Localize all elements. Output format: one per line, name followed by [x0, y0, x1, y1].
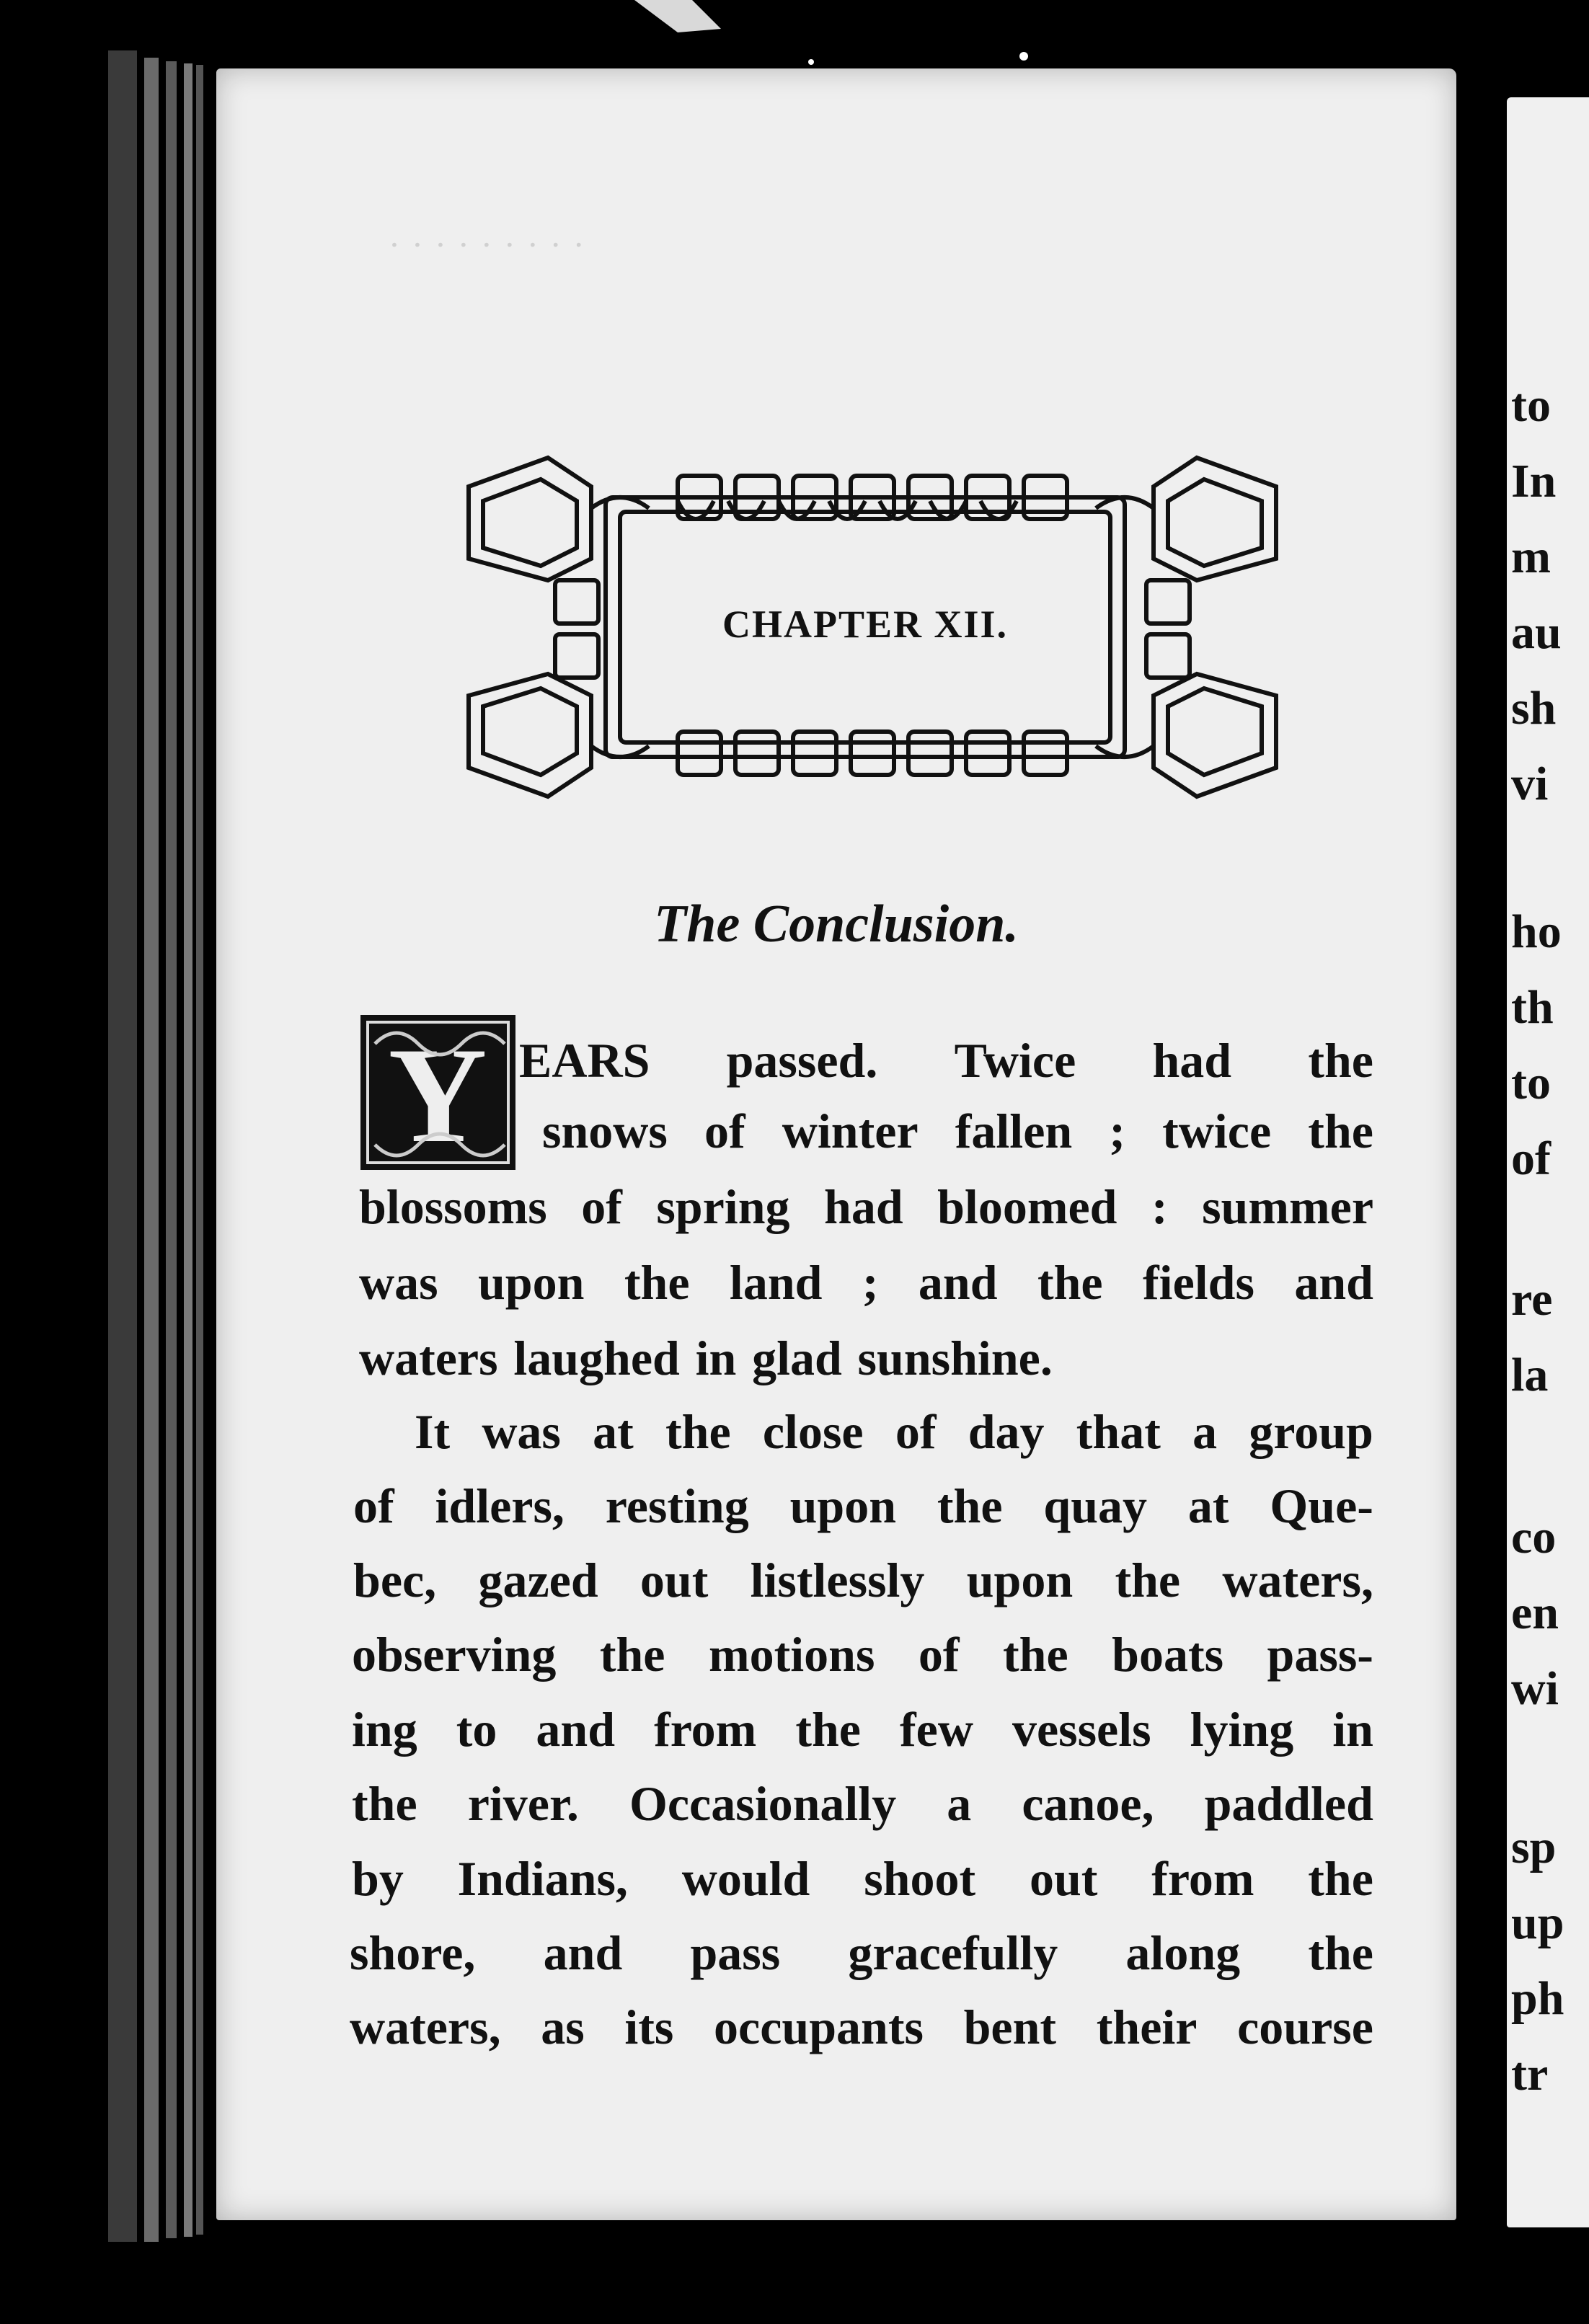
word: Twice — [954, 1033, 1076, 1088]
word: at — [1187, 1478, 1229, 1533]
word: gazed — [478, 1553, 598, 1607]
word: day — [968, 1404, 1045, 1459]
word: snows — [542, 1104, 668, 1158]
word: of — [704, 1104, 745, 1158]
word: upon — [966, 1553, 1074, 1607]
word: the — [1308, 1033, 1373, 1088]
section-title: The Conclusion. — [654, 895, 1019, 954]
word: vessels — [1012, 1702, 1151, 1757]
word: that — [1076, 1404, 1161, 1459]
word: in — [1332, 1702, 1373, 1757]
word: blossoms — [359, 1179, 547, 1234]
text-line — [353, 1478, 1373, 1535]
word: Que- — [1270, 1478, 1373, 1533]
facing-page-fragment: wi — [1511, 1662, 1559, 1715]
word: the — [1308, 1851, 1373, 1906]
word: spring — [656, 1179, 790, 1234]
facing-page-fragment: m — [1511, 531, 1551, 583]
word: the — [795, 1702, 861, 1757]
word: paddled — [1204, 1776, 1373, 1831]
text-line — [350, 1999, 1373, 2056]
word: bent — [963, 2000, 1057, 2054]
word: would — [681, 1851, 810, 1906]
word: shore, — [350, 1925, 476, 1980]
text-line — [542, 1103, 1373, 1160]
facing-page-fragment: ph — [1511, 1972, 1564, 2025]
facing-page-fragment: au — [1511, 606, 1562, 659]
word: at — [593, 1404, 634, 1459]
word: course — [1237, 2000, 1373, 2054]
facing-page-fragment: to — [1511, 379, 1551, 432]
word: canoe, — [1022, 1776, 1154, 1831]
word: shoot — [864, 1851, 976, 1906]
facing-page-fragment: re — [1511, 1273, 1553, 1326]
word: It — [415, 1404, 451, 1459]
facing-page-fragment: to — [1511, 1057, 1551, 1109]
word: few — [900, 1702, 973, 1757]
word: the — [1308, 1104, 1373, 1158]
word: laughed — [513, 1331, 680, 1385]
word: occupants — [714, 2000, 924, 2054]
word: glad — [752, 1331, 842, 1385]
facing-page-edge — [1507, 97, 1589, 2227]
word: their — [1096, 2000, 1198, 2054]
word: and — [543, 1925, 623, 1980]
word: motions — [708, 1627, 875, 1682]
text-line — [359, 1330, 1373, 1387]
word: the — [599, 1627, 665, 1682]
facing-page-fragment: tr — [1511, 2048, 1549, 2101]
word: the — [1308, 1925, 1373, 1980]
facing-page-fragment: vi — [1511, 758, 1549, 810]
word: of — [353, 1478, 394, 1533]
word: quay — [1043, 1478, 1148, 1533]
text-line — [352, 1850, 1373, 1907]
word: and — [1294, 1255, 1373, 1310]
text-line — [415, 1403, 1373, 1460]
facing-page-fragment: ho — [1511, 905, 1562, 958]
word: waters — [359, 1331, 498, 1385]
word: the — [937, 1478, 1003, 1533]
facing-page-fragment: co — [1511, 1511, 1557, 1564]
facing-page-fragment: sp — [1511, 1821, 1557, 1873]
chapter-heading: CHAPTER XII. — [722, 603, 1009, 646]
facing-page-fragment: en — [1511, 1587, 1559, 1639]
word: out — [639, 1553, 709, 1607]
text-line — [359, 1254, 1373, 1311]
word: of — [895, 1404, 937, 1459]
word: had — [824, 1179, 903, 1234]
text-line — [350, 1925, 1373, 1982]
word: ; — [862, 1255, 879, 1310]
chapter-ornament-frame — [440, 436, 1305, 818]
word: a — [1192, 1404, 1218, 1459]
word: its — [624, 2000, 674, 2054]
word: gracefully — [848, 1925, 1058, 1980]
word: a — [947, 1776, 972, 1831]
facing-page-fragment: la — [1511, 1349, 1549, 1401]
word: waters, — [1222, 1553, 1373, 1607]
facing-page-fragment: sh — [1511, 682, 1557, 735]
word: group — [1249, 1404, 1373, 1459]
word: land — [729, 1255, 823, 1310]
word: by — [352, 1851, 404, 1906]
word: bloomed — [937, 1179, 1117, 1234]
word: and — [536, 1702, 616, 1757]
word: pass — [690, 1925, 781, 1980]
text-line — [359, 1179, 1373, 1236]
word: lying — [1190, 1702, 1294, 1757]
word: was — [359, 1255, 438, 1310]
word: Occasionally — [629, 1776, 897, 1831]
word: out — [1029, 1851, 1098, 1906]
text-line — [352, 1701, 1373, 1758]
text-line — [519, 1032, 1373, 1089]
word: from — [1151, 1851, 1254, 1906]
word: ; — [1109, 1104, 1125, 1158]
word: sunshine. — [857, 1331, 1053, 1385]
facing-page-fragment: th — [1511, 981, 1554, 1034]
facing-page-fragment: up — [1511, 1897, 1564, 1949]
word: ing — [352, 1702, 417, 1757]
word: : — [1151, 1179, 1168, 1234]
word: boats — [1112, 1627, 1224, 1682]
word: waters, — [350, 2000, 501, 2054]
word: along — [1125, 1925, 1241, 1980]
word: the — [624, 1255, 690, 1310]
word: upon — [477, 1255, 585, 1310]
word: the — [352, 1776, 417, 1831]
word: was — [482, 1404, 561, 1459]
word: to — [456, 1702, 497, 1757]
word: passed. — [726, 1033, 878, 1088]
word: from — [654, 1702, 757, 1757]
word: resting — [605, 1478, 749, 1533]
word: EARS — [519, 1033, 650, 1088]
word: Indians, — [457, 1851, 628, 1906]
word: river. — [467, 1776, 579, 1831]
word: summer — [1202, 1179, 1373, 1234]
word: the — [1003, 1627, 1068, 1682]
word: fields — [1143, 1255, 1254, 1310]
word: of — [581, 1179, 622, 1234]
bleed-through-text: · · · · · · · · · — [389, 227, 585, 264]
word: close — [762, 1404, 864, 1459]
text-line — [352, 1626, 1373, 1683]
word: in — [695, 1331, 737, 1385]
word: had — [1152, 1033, 1232, 1088]
word: winter — [782, 1104, 919, 1158]
word: observing — [352, 1627, 557, 1682]
word: upon — [789, 1478, 897, 1533]
word: of — [918, 1627, 960, 1682]
facing-page-fragment: of — [1511, 1132, 1551, 1185]
word: as — [541, 2000, 585, 2054]
word: the — [1115, 1553, 1181, 1607]
text-line — [352, 1775, 1373, 1832]
word: bec, — [353, 1553, 437, 1607]
word: and — [918, 1255, 998, 1310]
word: the — [1037, 1255, 1103, 1310]
facing-page-fragment: In — [1511, 455, 1557, 507]
word: listlessly — [750, 1553, 925, 1607]
word: pass- — [1267, 1627, 1373, 1682]
word: fallen — [955, 1104, 1073, 1158]
word: twice — [1162, 1104, 1272, 1158]
word: idlers, — [435, 1478, 565, 1533]
drop-cap-letter: Y — [388, 1020, 487, 1170]
decorated-drop-cap — [360, 1015, 515, 1170]
text-line — [353, 1552, 1373, 1609]
word: the — [665, 1404, 731, 1459]
